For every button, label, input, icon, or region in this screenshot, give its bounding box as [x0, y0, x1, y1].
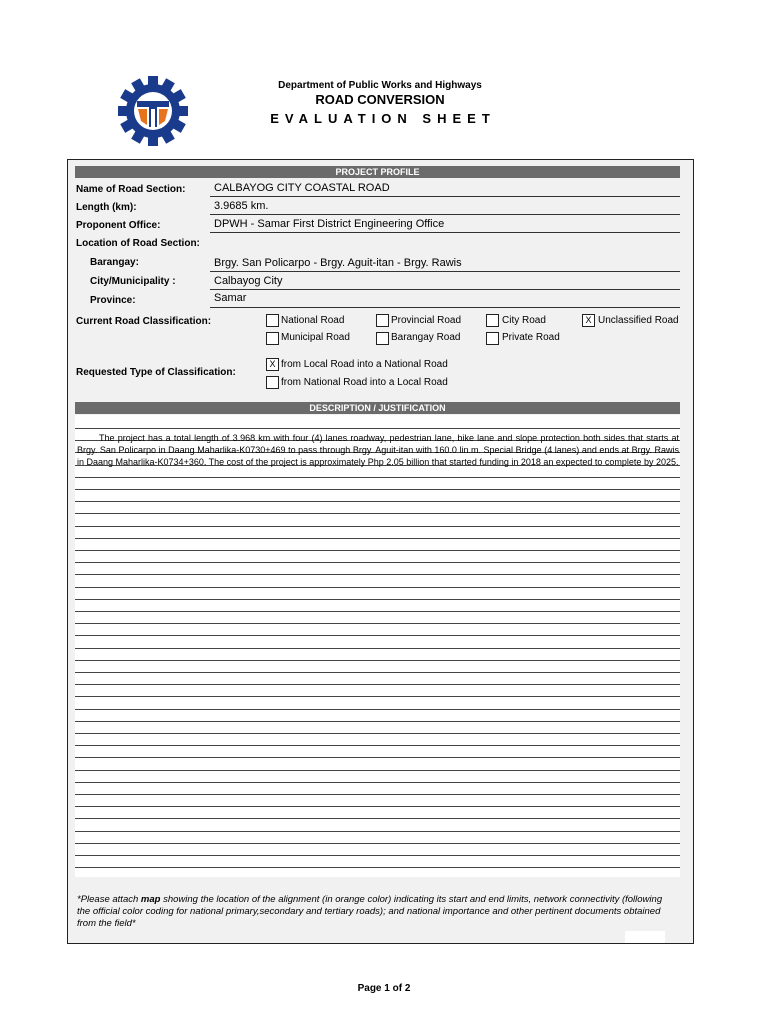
province-underline: [210, 307, 680, 308]
length-underline: [210, 214, 680, 215]
dpwh-logo: [118, 76, 188, 146]
ruled-line: [75, 428, 680, 429]
checkbox-national-road[interactable]: [266, 314, 279, 327]
local-to-national-label: from Local Road into a National Road: [281, 359, 448, 370]
ruled-line: [75, 745, 680, 746]
length-value: 3.9685 km.: [214, 200, 269, 212]
description-text: The project has a total length of 3.968 km with four (4) lanes roadway, pedestrian lane, bike lane and slope protection both sides that starts at Brgy. San Policarpo in Daang Maharlika-K0730+469 to pass through Brgy. Aguit-itan with 160.0 lin.m. Special Bridge (4 lanes) and ends at Brgy. Rawis in Daang Maharlika-K0734+360. The cost of the project is approximately Php 2.05 billion that started funding in 2018 an expected to complete by 2025.: [77, 433, 679, 468]
provincial-road-label: Provincial Road: [391, 315, 462, 326]
checkbox-municipal-road[interactable]: [266, 332, 279, 345]
ruled-line: [75, 684, 680, 685]
ruled-line: [75, 648, 680, 649]
ruled-line: [75, 623, 680, 624]
province-value: Samar: [214, 292, 247, 304]
note-prefix: *Please attach: [77, 894, 141, 905]
ruled-line: [75, 818, 680, 819]
barangay-value: Brgy. San Policarpo - Brgy. Aguit-itan - Brgy. Rawis: [214, 257, 462, 269]
national-road-label: National Road: [281, 315, 345, 326]
ruled-line: [75, 538, 680, 539]
ruled-line: [75, 867, 680, 868]
ruled-line: [75, 587, 680, 588]
ruled-line: [75, 526, 680, 527]
barangay-label: Barangay:: [90, 257, 139, 268]
ruled-line: [75, 696, 680, 697]
office-underline: [210, 232, 680, 233]
document-title: ROAD CONVERSION: [315, 92, 445, 107]
ruled-line: [75, 672, 680, 673]
ruled-line: [75, 611, 680, 612]
length-label: Length (km):: [76, 202, 137, 213]
evaluation-form: [67, 159, 694, 944]
road-name-label: Name of Road Section:: [76, 184, 186, 195]
ruled-line: [75, 794, 680, 795]
ruled-line: [75, 782, 680, 783]
city-underline: [210, 289, 680, 290]
ruled-line: [75, 550, 680, 551]
department-name: Department of Public Works and Highways: [278, 80, 482, 91]
ruled-line: [75, 757, 680, 758]
city-value: Calbayog City: [214, 275, 283, 287]
road-name-value: CALBAYOG CITY COASTAL ROAD: [214, 182, 390, 194]
private-road-label: Private Road: [502, 332, 560, 343]
description-header: DESCRIPTION / JUSTIFICATION: [75, 402, 680, 414]
ruled-line: [75, 855, 680, 856]
province-label: Province:: [90, 295, 136, 306]
project-profile-header: PROJECT PROFILE: [75, 166, 680, 178]
ruled-line: [75, 709, 680, 710]
ruled-line: [75, 513, 680, 514]
proponent-office-value: DPWH - Samar First District Engineering Office: [214, 218, 445, 230]
checkbox-national-to-local[interactable]: [266, 376, 279, 389]
description-area: [75, 415, 680, 877]
ruled-line: [75, 831, 680, 832]
blank-cell: [625, 931, 665, 943]
ruled-line: [75, 660, 680, 661]
city-label: City/Municipality :: [90, 276, 176, 287]
note-rest: showing the location of the alignment (in orange color) indicating its start and end limits, network connectivity (following the official color coding for national primary,secondary and tertiary roads); and national importance and other pertinent documents obtained from the field*: [77, 894, 663, 929]
ruled-line: [75, 733, 680, 734]
barangay-road-label: Barangay Road: [391, 332, 461, 343]
ruled-line: [75, 562, 680, 563]
road-name-underline: [210, 196, 680, 197]
ruled-line: [75, 635, 680, 636]
city-road-label: City Road: [502, 315, 546, 326]
unclassified-road-label: Unclassified Road: [598, 315, 679, 326]
document-header: [230, 80, 530, 126]
ruled-line: [75, 843, 680, 844]
ruled-line: [75, 489, 680, 490]
proponent-office-label: Proponent Office:: [76, 220, 161, 231]
attachment-note: [77, 894, 677, 930]
checkbox-city-road[interactable]: [486, 314, 499, 327]
ruled-line: [75, 501, 680, 502]
ruled-line: [75, 574, 680, 575]
barangay-underline: [210, 271, 680, 272]
page-number: Page 1 of 2: [357, 983, 411, 994]
national-to-local-label: from National Road into a Local Road: [281, 377, 448, 388]
checkbox-private-road[interactable]: [486, 332, 499, 345]
ruled-line: [75, 770, 680, 771]
checkbox-unclassified-road[interactable]: X: [582, 314, 595, 327]
note-bold-word: map: [140, 894, 161, 905]
current-classification-label: Current Road Classification:: [76, 316, 212, 327]
ruled-line: [75, 721, 680, 722]
checkbox-barangay-road[interactable]: [376, 332, 389, 345]
checkbox-provincial-road[interactable]: [376, 314, 389, 327]
requested-classification-label: Requested Type of Classification:: [76, 367, 236, 378]
ruled-line: [75, 599, 680, 600]
ruled-line: [75, 806, 680, 807]
checkbox-local-to-national[interactable]: X: [266, 358, 279, 371]
municipal-road-label: Municipal Road: [281, 332, 350, 343]
location-label: Location of Road Section:: [76, 238, 200, 249]
ruled-line: [75, 477, 680, 478]
document-subtitle: EVALUATION SHEET: [270, 111, 496, 126]
